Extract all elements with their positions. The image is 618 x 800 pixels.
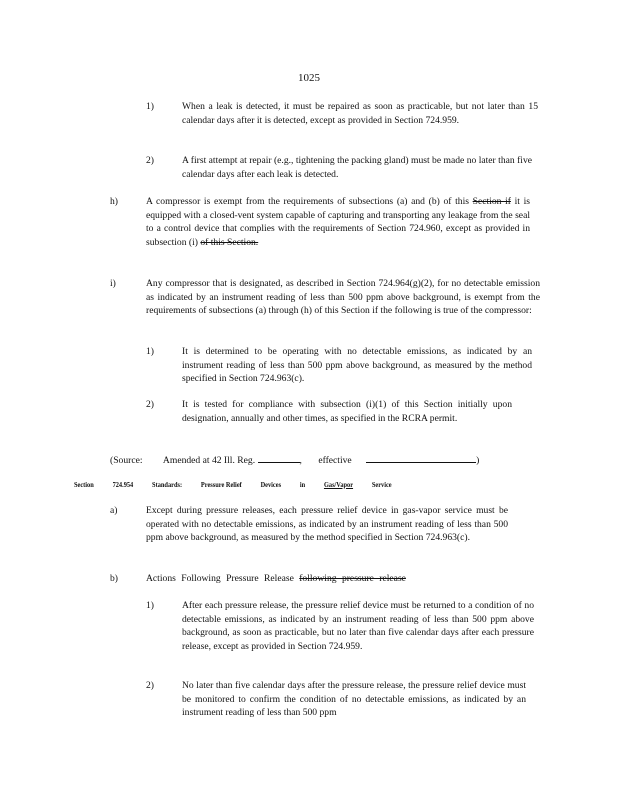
paragraph-compressor-exempt bbox=[146, 195, 530, 249]
item-label: i) bbox=[110, 278, 116, 289]
section-title-part: Service bbox=[371, 480, 392, 489]
register-blank bbox=[258, 452, 300, 463]
struck-text: following pressure release bbox=[299, 573, 406, 584]
close-paren: ) bbox=[476, 455, 480, 466]
paragraph-designated-compressor: Any compressor that is designated, as described in Section 724.964(g)(2), for no detectable emission as indicated by an instrument reading of less than 500 ppm above background, is exempt from the requirements of subsections (a) through (h) of this Section if the following is true of the compressor: bbox=[146, 278, 540, 317]
paragraph-text: it is equipped with a closed-vent system capable of capturing and transporting any leakage from the seal to a control device that complies with the requirements of Section 724.960, except as provided in subsection (i) bbox=[146, 196, 530, 248]
section-title-part: Gas/Vapor bbox=[323, 480, 354, 489]
paragraph-first-attempt: A first attempt at repair (e.g., tightening the packing gland) must be made no later than five calendar days after each leak is detected. bbox=[182, 155, 532, 180]
section-word: Section bbox=[74, 480, 94, 489]
item-label: h) bbox=[110, 196, 118, 207]
item-label: 1) bbox=[146, 346, 154, 357]
effective-label: effective bbox=[318, 455, 352, 466]
section-title-part: Devices bbox=[260, 480, 282, 489]
item-label: b) bbox=[110, 573, 118, 584]
paragraph-after-release: After each pressure release, the pressure relief device must be returned to a condition of no detectable emissions, as indicated by an instrument reading of less than 500 ppm above background, as soon as practicable, but no later than five calendar days after each pressure release, except as provided in Section 724.959. bbox=[182, 600, 534, 652]
struck-text: Section if bbox=[472, 196, 511, 207]
item-label: a) bbox=[110, 505, 118, 516]
paragraph-text: A compressor is exempt from the requirements of subsections (a) and (b) of this bbox=[146, 196, 469, 207]
section-title-part: Standards: bbox=[152, 480, 183, 489]
source-label: (Source: bbox=[110, 455, 143, 466]
paragraph-tested-compliance: It is tested for compliance with subsection (i)(1) of this Section initially upon designation, annually and other times, as specified in the RCRA permit. bbox=[182, 399, 512, 424]
item-label: 1) bbox=[146, 600, 154, 611]
paragraph-actions-following bbox=[146, 572, 546, 586]
paragraph-no-detectable: It is determined to be operating with no detectable emissions, as indicated by an instrument reading of less than 500 ppm above background, as measured by the method specified in Section 724.963(c). bbox=[182, 346, 532, 385]
paragraph-text: Actions Following Pressure Release bbox=[146, 573, 294, 584]
amended-text: Amended at 42 Ill. Reg. bbox=[162, 455, 256, 466]
effective-date-blank bbox=[366, 452, 476, 463]
section-title-part: in bbox=[299, 480, 306, 489]
section-number: 724.954 bbox=[112, 480, 134, 489]
struck-text: of this Section. bbox=[200, 236, 259, 248]
section-title-part: Pressure Relief bbox=[200, 480, 242, 489]
item-label: 1) bbox=[146, 101, 154, 112]
page-number: 1025 bbox=[298, 72, 320, 84]
item-label: 2) bbox=[146, 399, 154, 410]
paragraph-pressure-relief: Except during pressure releases, each pressure relief device in gas-vapor service must be operated with no detectable emissions, as indicated by an instrument reading of less than 500 ppm above background, as measured by the method specified in Section 724.963(c). bbox=[146, 505, 508, 544]
item-label: 2) bbox=[146, 680, 154, 691]
section-heading bbox=[74, 480, 478, 489]
paragraph-monitored: No later than five calendar days after the pressure release, the pressure relief device must be monitored to confirm the condition of no detectable emissions, as indicated by an instrument reading of less than 500 ppm bbox=[182, 680, 526, 719]
paragraph-repair-deadline: When a leak is detected, it must be repaired as soon as practicable, but not later than 15 calendar days after it is detected, except as provided in Section 724.959. bbox=[182, 101, 538, 126]
item-label: 2) bbox=[146, 155, 154, 166]
source-note: (Source: Amended at 42 Ill. Reg. , effective ) bbox=[110, 452, 530, 468]
